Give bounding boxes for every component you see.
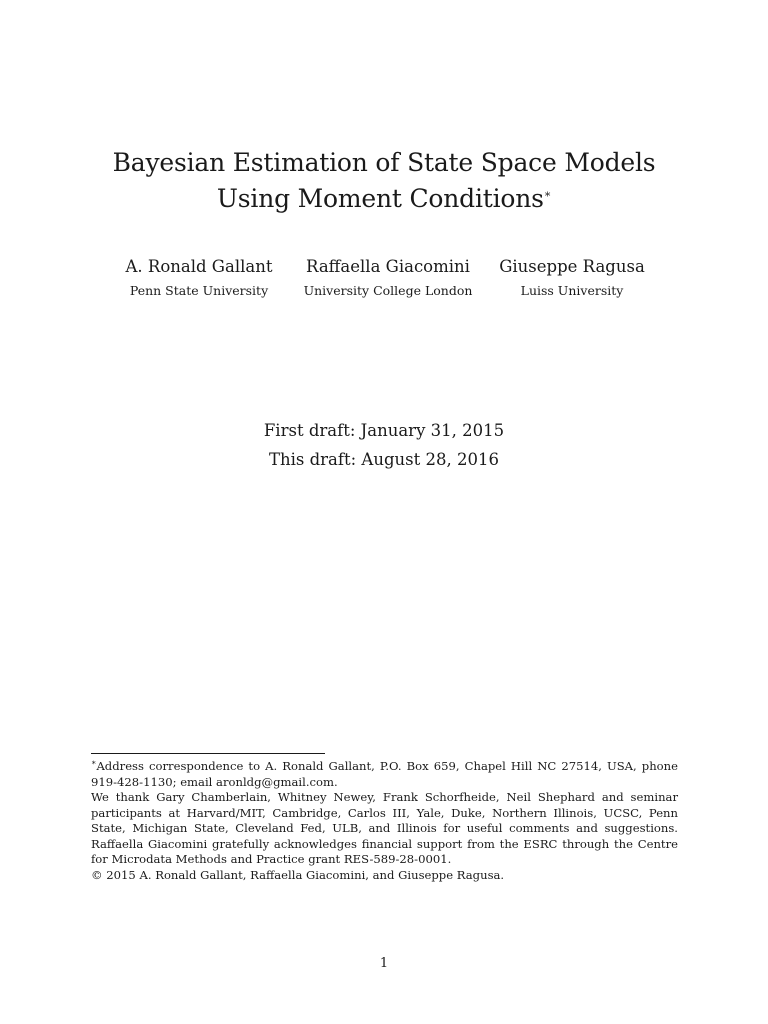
- author-name: Giuseppe Ragusa: [499, 257, 645, 276]
- first-draft-date: First draft: January 31, 2015: [263, 421, 505, 440]
- footnote-address-text: Address correspondence to A. Ronald Gallant, P.O. Box 659, Chapel Hill NC 27514, USA, phone 919-428-1130; email aronldg@gmail.com.: [91, 759, 678, 789]
- draft-dates: [0, 416, 768, 474]
- page-number: 1: [379, 956, 389, 971]
- author-name: Raffaella Giacomini: [306, 257, 470, 276]
- paper-title: [0, 145, 768, 217]
- title-footnote-mark: ∗: [543, 187, 552, 201]
- footnote-mark: ∗: [91, 758, 97, 768]
- title-line-2: [0, 181, 768, 217]
- title-line-2-text: Using Moment Conditions: [216, 184, 544, 213]
- author-name: A. Ronald Gallant: [125, 257, 273, 276]
- footnote-thanks: We thank Gary Chamberlain, Whitney Newey, Frank Schorfheide, Neil Shephard and seminar participants at Harvard/MIT, Cambridge, Carlos III, Yale, Duke, Northern Illinois, UCSC, Penn State, Michigan State, Cleveland Fed, ULB, and Illinois for useful comments and suggestions. Raffaella Giacomini gratefully acknowledges financial support from the ESRC through the Centre for Microdata Methods and Practice grant RES-589-28-0001.: [91, 790, 678, 866]
- footnote-rule: [91, 753, 325, 754]
- author-1: [89, 255, 309, 302]
- author-affiliation: Luiss University: [520, 283, 624, 298]
- author-3: [462, 255, 682, 302]
- footnote-block: [91, 759, 678, 883]
- this-draft-date: This draft: August 28, 2016: [268, 450, 499, 469]
- author-affiliation: Penn State University: [129, 283, 269, 298]
- author-affiliation: University College London: [303, 283, 473, 298]
- footnote-address: [91, 759, 678, 790]
- title-line-1: Bayesian Estimation of State Space Models: [112, 148, 656, 177]
- footnote-copyright: © 2015 A. Ronald Gallant, Raffaella Giacomini, and Giuseppe Ragusa.: [91, 867, 505, 882]
